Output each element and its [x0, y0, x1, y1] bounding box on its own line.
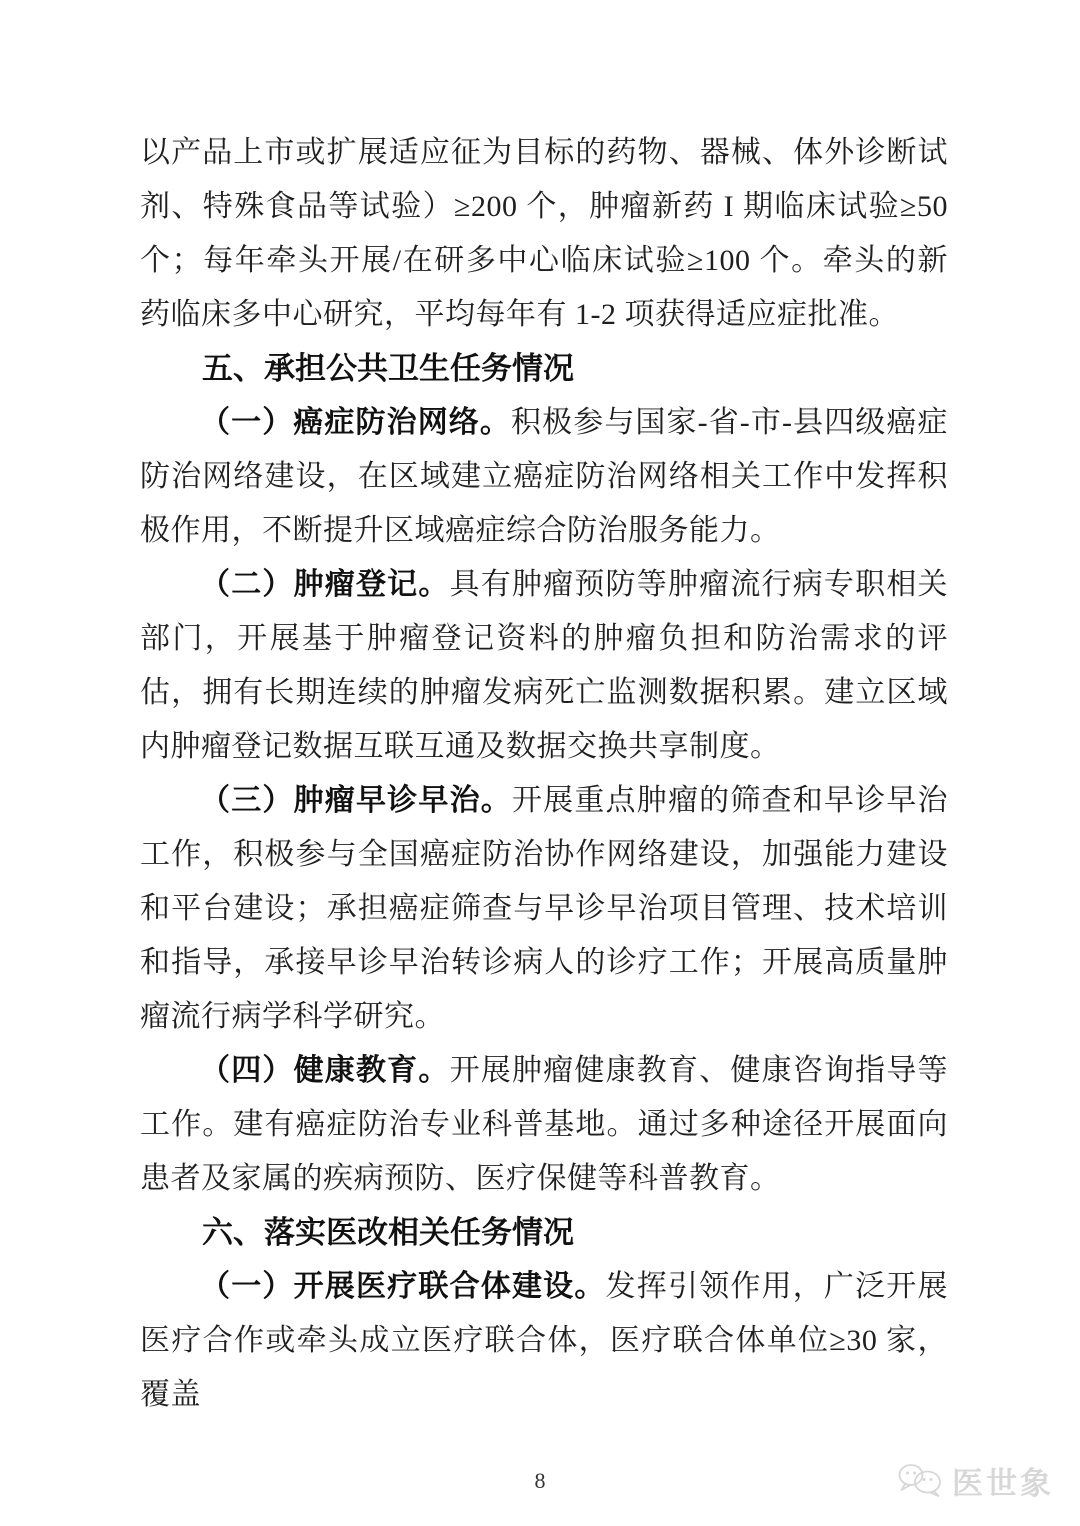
paragraph-text: 以产品上市或扩展适应征为目标的药物、器械、体外诊断试剂、特殊食品等试验）≥200 个，肿瘤新药 I 期临床试验≥50 个；每年牵头开展/在研多中心临床试验≥100 个。牵头的新药临床多中心研究，平均每年有 1-2 项获得适应症批准。 [140, 136, 948, 331]
paragraph-lead: （四）健康教育。 [200, 1054, 450, 1087]
paragraph-clinical-trials-continuation [140, 126, 948, 342]
document-body [140, 126, 948, 1422]
section-heading-medical-reform-tasks: 六、落实医改相关任务情况 [202, 1215, 574, 1250]
paragraph-text: 开展肿瘤健康教育、健康咨询指导等工作。建有癌症防治专业科普基地。通过多种途径开展面向患者及家属的疾病预防、医疗保健等科普教育。 [140, 1054, 949, 1195]
paragraph-lead: （二）肿瘤登记。 [200, 568, 450, 601]
paragraph-text: 发挥引领作用，广泛开展医疗合作或牵头成立医疗联合体，医疗联合体单位≥30 家，覆盖 [140, 1270, 949, 1411]
paragraph-lead: （一）癌症防治网络。 [200, 406, 512, 439]
page-number: 8 [534, 1468, 546, 1493]
paragraph-lead: （一）开展医疗联合体建设。 [200, 1270, 606, 1303]
paragraph-early-diagnosis-treatment [140, 774, 948, 1044]
watermark [896, 1458, 1054, 1503]
paragraph-text: 具有肿瘤预防等肿瘤流行病专职相关部门，开展基于肿瘤登记资料的肿瘤负担和防治需求的评估，拥有长期连续的肿瘤发病死亡监测数据积累。建立区域内肿瘤登记数据互联互通及数据交换共享制度。 [140, 568, 949, 763]
paragraph-text: 开展重点肿瘤的筛查和早诊早治工作，积极参与全国癌症防治协作网络建设，加强能力建设和平台建设；承担癌症筛查与早诊早治项目管理、技术培训和指导，承接早诊早治转诊病人的诊疗工作；开展高质量肿瘤流行病学科学研究。 [140, 784, 949, 1033]
paragraph-tumor-registry [140, 558, 948, 774]
paragraph-medical-alliance [140, 1260, 948, 1422]
paragraph-lead: （三）肿瘤早诊早治。 [200, 784, 512, 817]
watermark-text: 医世象 [952, 1466, 1054, 1501]
paragraph-health-education [140, 1044, 948, 1206]
section-heading-public-health-tasks: 五、承担公共卫生任务情况 [202, 351, 574, 386]
wechat-icon [896, 1462, 944, 1500]
paragraph-cancer-prevention-network [140, 396, 948, 558]
paragraph-text: 积极参与国家-省-市-县四级癌症防治网络建设，在区域建立癌症防治网络相关工作中发挥积极作用，不断提升区域癌症综合防治服务能力。 [140, 406, 948, 547]
